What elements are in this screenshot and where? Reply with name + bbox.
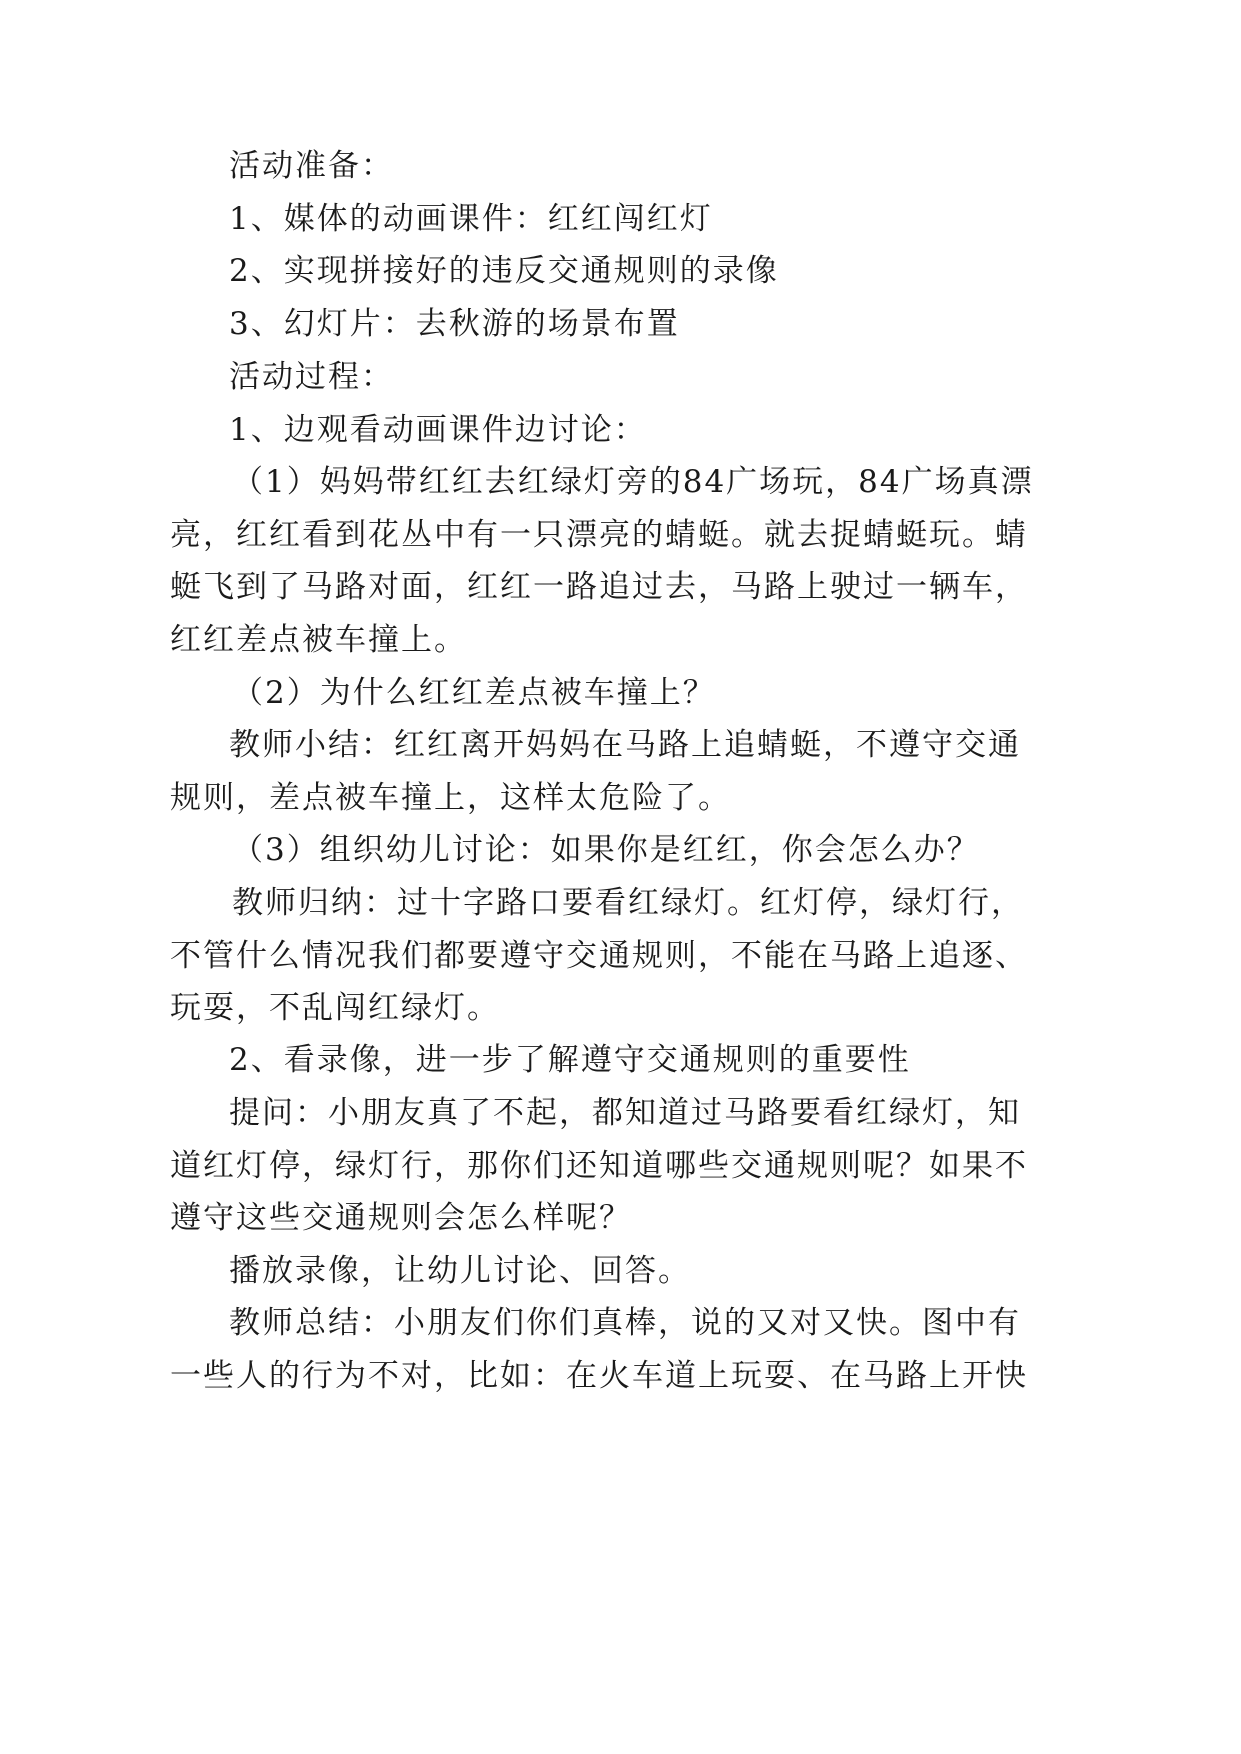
text-line-prep-1: 1、媒体的动画课件：红红闯红灯 bbox=[229, 201, 713, 237]
text-line-paragraph: 红红差点被车撞上。 bbox=[170, 622, 467, 658]
text-line-paragraph: 蜓飞到了马路对面，红红一路追过去，马路上驶过一辆车， bbox=[170, 569, 1028, 605]
text-line-paragraph: 道红灯停，绿灯行，那你们还知道哪些交通规则呢？如果不 bbox=[170, 1148, 1028, 1184]
text-line-paragraph: 亮，红红看到花丛中有一只漂亮的蜻蜓。就去捉蜻蜓玩。蜻 bbox=[170, 517, 1028, 553]
text-line-heading-process: 活动过程： bbox=[229, 359, 394, 395]
text-line-question-3: （3）组织幼儿讨论：如果你是红红，你会怎么办？ bbox=[232, 832, 980, 868]
text-line-paragraph: （1）妈妈带红红去红绿灯旁的84广场玩，84广场真漂 bbox=[232, 464, 1034, 500]
text-line-process-1: 1、边观看动画课件边讨论： bbox=[229, 412, 647, 448]
text-line-question-2: （2）为什么红红差点被车撞上？ bbox=[232, 675, 716, 711]
text-line-paragraph: 提问：小朋友真了不起，都知道过马路要看红绿灯，知 bbox=[229, 1095, 1021, 1131]
text-line-paragraph: 遵守这些交通规则会怎么样呢？ bbox=[170, 1200, 632, 1236]
text-line-paragraph: 规则，差点被车撞上，这样太危险了。 bbox=[170, 780, 731, 816]
text-line-paragraph: 一些人的行为不对，比如：在火车道上玩耍、在马路上开快 bbox=[170, 1358, 1028, 1394]
text-line-paragraph: 不管什么情况我们都要遵守交通规则，不能在马路上追逐、 bbox=[170, 938, 1028, 974]
text-line-paragraph: 教师归纳：过十字路口要看红绿灯。红灯停，绿灯行， bbox=[232, 885, 1024, 921]
text-line-paragraph: 播放录像，让幼儿讨论、回答。 bbox=[229, 1253, 691, 1289]
text-line-process-2: 2、看录像，进一步了解遵守交通规则的重要性 bbox=[229, 1042, 911, 1078]
text-line-prep-2: 2、实现拼接好的违反交通规则的录像 bbox=[229, 253, 779, 289]
text-line-prep-3: 3、幻灯片：去秋游的场景布置 bbox=[229, 306, 680, 342]
text-line-paragraph: 教师总结：小朋友们你们真棒，说的又对又快。图中有 bbox=[229, 1305, 1021, 1341]
text-line-paragraph: 教师小结：红红离开妈妈在马路上追蜻蜓，不遵守交通 bbox=[229, 727, 1021, 763]
text-line-heading-prep: 活动准备： bbox=[229, 148, 394, 184]
text-line-paragraph: 玩耍，不乱闯红绿灯。 bbox=[170, 990, 500, 1026]
